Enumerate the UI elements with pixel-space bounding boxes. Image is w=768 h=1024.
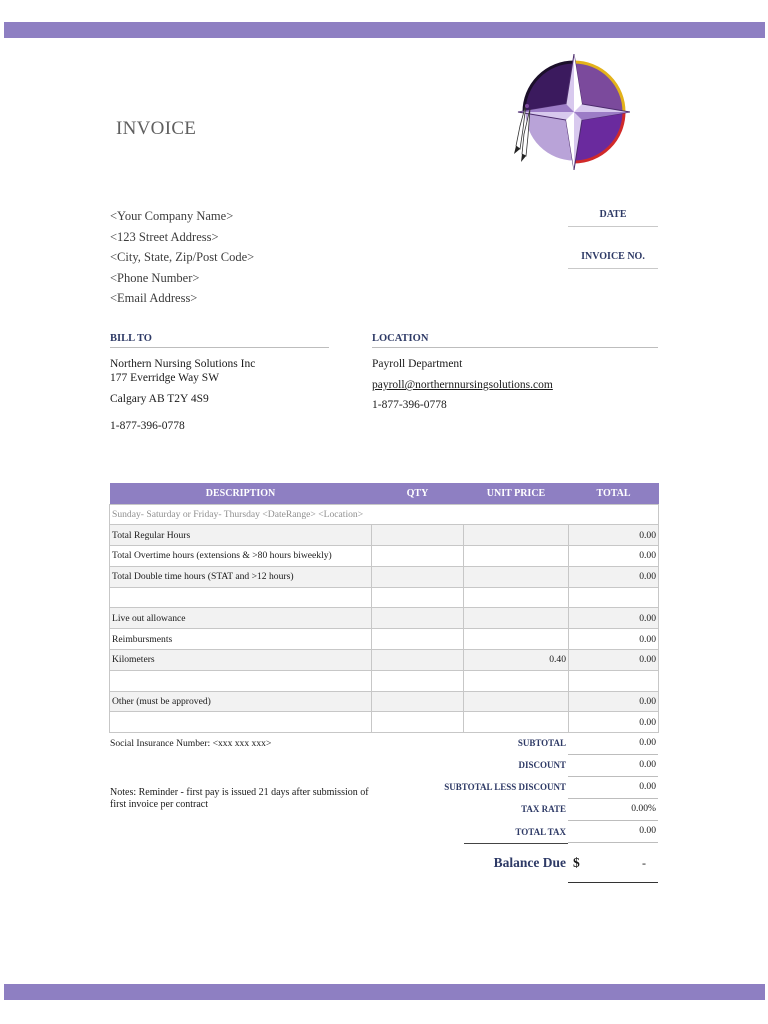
location-phone: 1-877-396-0778	[372, 399, 447, 411]
company-city: <City, State, Zip/Post Code>	[110, 250, 255, 265]
company-block	[110, 208, 254, 311]
location-heading: LOCATION	[372, 333, 658, 348]
company-email: <Email Address>	[110, 291, 198, 306]
row-description[interactable]: Total Regular Hours	[110, 525, 372, 546]
tax-rate-label: TAX RATE	[521, 804, 566, 814]
table-row	[110, 546, 659, 567]
bill-to-phone: 1-877-396-0778	[110, 420, 185, 432]
bill-to-heading: BILL TO	[110, 333, 329, 348]
table-row	[110, 629, 659, 650]
invoice-title: INVOICE	[116, 118, 197, 139]
table-row	[110, 670, 659, 691]
line-items-table	[109, 483, 659, 733]
row-qty[interactable]	[372, 712, 464, 733]
row-total: 0.00	[569, 629, 659, 650]
row-total: 0.00	[569, 650, 659, 671]
bill-to-street: 177 Everridge Way SW	[110, 372, 220, 384]
row-qty[interactable]	[372, 608, 464, 629]
row-unit-price[interactable]	[464, 566, 569, 587]
table-row	[110, 587, 659, 608]
row-qty[interactable]	[372, 650, 464, 671]
col-header-qty: QTY	[372, 483, 464, 504]
table-row	[110, 691, 659, 712]
row-description[interactable]: Total Overtime hours (extensions & >80 hours biweekly)	[110, 546, 372, 567]
row-unit-price[interactable]	[464, 712, 569, 733]
row-qty[interactable]	[372, 670, 464, 691]
balance-due-label: Balance Due	[493, 855, 566, 870]
col-header-unit-price: UNIT PRICE	[464, 483, 569, 504]
row-qty[interactable]	[372, 587, 464, 608]
row-total	[569, 587, 659, 608]
table-header-row	[110, 483, 659, 504]
row-total: 0.00	[569, 691, 659, 712]
row-total: 0.00	[569, 525, 659, 546]
table-row	[110, 650, 659, 671]
invoice-number-label: INVOICE NO.	[568, 251, 658, 269]
balance-currency: $	[573, 855, 580, 870]
total-tax-label: TOTAL TAX	[515, 827, 566, 837]
notes-text: Notes: Reminder - first pay is issued 21 days after submission of first invoice per contract	[110, 787, 369, 810]
medicine-wheel-star-logo-icon	[508, 54, 630, 170]
row-unit-price[interactable]	[464, 525, 569, 546]
row-description[interactable]	[110, 670, 372, 691]
company-name: <Your Company Name>	[110, 209, 234, 223]
date-range-note[interactable]: Sunday- Saturday or Friday- Thursday <DateRange> <Location>	[110, 504, 659, 525]
discount-value[interactable]: 0.00	[568, 755, 658, 777]
row-description[interactable]: Other (must be approved)	[110, 691, 372, 712]
table-row	[110, 525, 659, 546]
summary-divider	[464, 843, 568, 844]
company-street: <123 Street Address>	[110, 229, 219, 244]
table-row	[110, 608, 659, 629]
bottom-accent-band	[4, 984, 765, 1000]
top-accent-band	[4, 22, 765, 38]
row-unit-price[interactable]	[464, 629, 569, 650]
row-unit-price[interactable]: 0.40	[464, 650, 569, 671]
bill-to-name: Northern Nursing Solutions Inc	[110, 358, 256, 370]
row-qty[interactable]	[372, 566, 464, 587]
balance-underline	[568, 882, 658, 883]
row-qty[interactable]	[372, 691, 464, 712]
row-unit-price[interactable]	[464, 546, 569, 567]
row-unit-price[interactable]	[464, 670, 569, 691]
discount-label: DISCOUNT	[518, 760, 566, 770]
row-unit-price[interactable]	[464, 691, 569, 712]
row-description[interactable]: Total Double time hours (STAT and >12 hours)	[110, 566, 372, 587]
col-header-description: DESCRIPTION	[110, 483, 372, 504]
social-insurance-number: Social Insurance Number: <xxx xxx xxx>	[110, 738, 272, 749]
row-qty[interactable]	[372, 546, 464, 567]
bill-to-city: Calgary AB T2Y 4S9	[110, 393, 209, 405]
row-description[interactable]: Kilometers	[110, 650, 372, 671]
location-email-link[interactable]: payroll@northernnursingsolutions.com	[372, 379, 553, 391]
row-description[interactable]: Reimbursments	[110, 629, 372, 650]
col-header-total: TOTAL	[569, 483, 659, 504]
total-tax-value: 0.00	[568, 821, 658, 843]
row-total: 0.00	[569, 608, 659, 629]
row-description[interactable]	[110, 587, 372, 608]
row-qty[interactable]	[372, 629, 464, 650]
subtotal-label: SUBTOTAL	[517, 738, 566, 748]
subtotal-less-discount-label: SUBTOTAL LESS DISCOUNT	[444, 782, 566, 792]
company-phone: <Phone Number>	[110, 270, 200, 285]
row-total: 0.00	[569, 712, 659, 733]
row-total: 0.00	[569, 546, 659, 567]
table-row	[110, 566, 659, 587]
subtotal-value: 0.00	[568, 733, 658, 755]
location-department: Payroll Department	[372, 358, 463, 370]
subtotal-less-discount-value: 0.00	[568, 777, 658, 799]
row-qty[interactable]	[372, 525, 464, 546]
row-total: 0.00	[569, 566, 659, 587]
date-label: DATE	[568, 209, 658, 227]
row-total	[569, 670, 659, 691]
balance-due-value: -	[642, 856, 646, 870]
row-unit-price[interactable]	[464, 587, 569, 608]
table-note-row	[110, 504, 659, 525]
row-unit-price[interactable]	[464, 608, 569, 629]
tax-rate-value[interactable]: 0.00%	[568, 799, 658, 821]
table-row	[110, 712, 659, 733]
row-description[interactable]	[110, 712, 372, 733]
row-description[interactable]: Live out allowance	[110, 608, 372, 629]
